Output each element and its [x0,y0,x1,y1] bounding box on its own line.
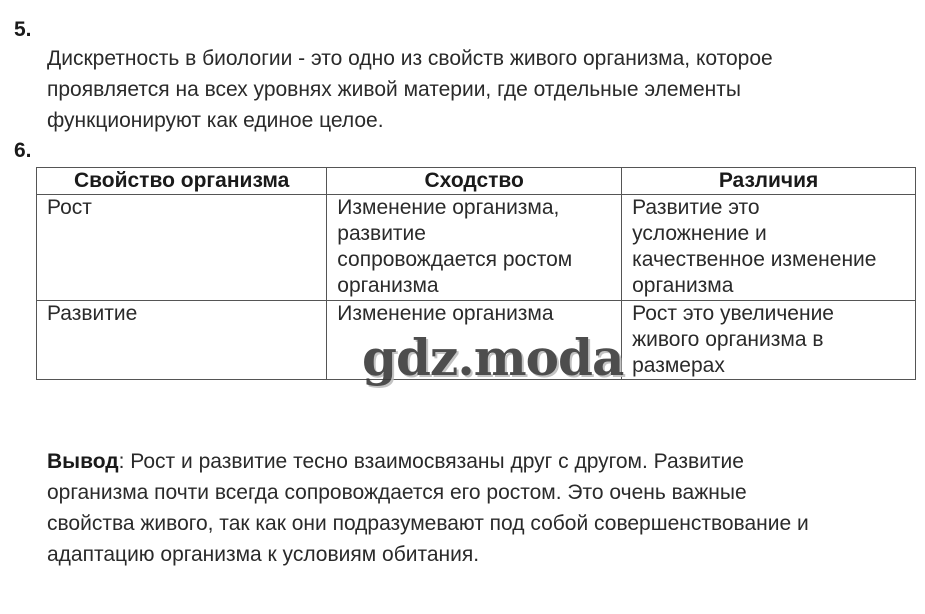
cell-line: качественное изменение [632,248,877,271]
text-line: адаптацию организма к условиям обитания. [47,543,480,566]
conclusion-label: Вывод [47,450,119,473]
cell-property: Развитие [37,301,327,380]
task-5-number: 5. [14,18,32,41]
cell-line: Развитие это [632,196,760,219]
conclusion-first-line: : Рост и развитие тесно взаимосвязаны друг с другом. Развитие [118,450,744,473]
header-difference: Различия [622,168,916,195]
task-6-number: 6. [14,139,32,162]
definition-paragraph [47,43,907,136]
text-line: свойства живого, так как они подразумевают под собой совершенствование и [47,512,809,535]
conclusion-paragraph [47,446,907,570]
cell-line: размерах [632,354,725,377]
cell-line: Изменение организма, [337,196,560,219]
cell-line: развитие [337,222,426,245]
text-line: Дискретность в биологии - это одно из свойств живого организма, которое [47,47,773,70]
cell-line: живого организма в [632,328,824,351]
cell-line: Изменение организма [337,302,554,325]
text-line [47,446,907,477]
cell-line: организма [632,274,734,297]
cell-property: Рост [37,195,327,301]
cell-line: Рост это увеличение [632,302,834,325]
cell-line: организма [337,274,439,297]
cell-line: усложнение и [632,222,767,245]
cell-similarity [327,195,622,301]
text-line: организма почти всегда сопровождается его ростом. Это очень важные [47,481,747,504]
text-line: функционируют как единое целое. [47,109,384,132]
header-property: Свойство организма [37,168,327,195]
watermark: gdz.moda [362,328,624,387]
cell-line: сопровождается ростом [337,248,573,271]
cell-difference [622,195,916,301]
table-header-row [37,168,916,195]
text-line: проявляется на всех уровнях живой материи, где отдельные элементы [47,78,741,101]
cell-difference [622,301,916,380]
table-row [37,195,916,301]
header-similarity: Сходство [327,168,622,195]
